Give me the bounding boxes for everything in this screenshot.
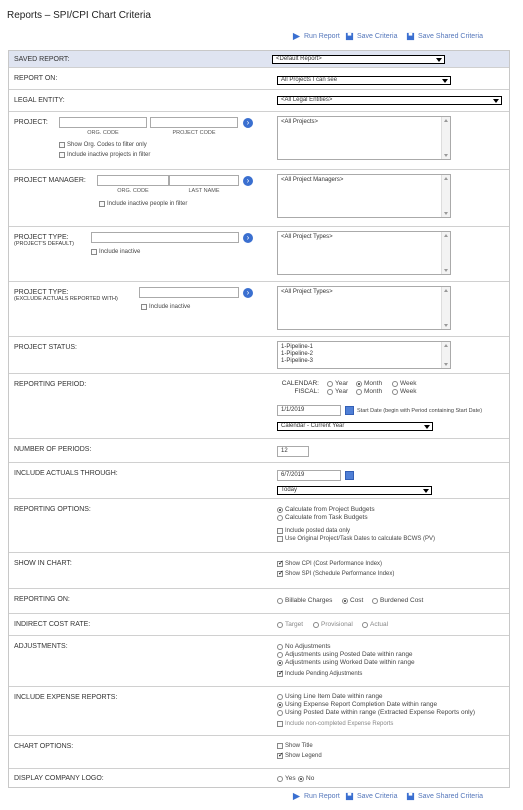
play-icon xyxy=(292,32,301,41)
line-item-date-text: Using Line Item Date within range xyxy=(285,693,383,700)
scroll-down-icon xyxy=(444,154,448,157)
logo-no-radio[interactable] xyxy=(298,775,314,782)
radio-icon xyxy=(277,652,283,658)
floppy-disk-icon xyxy=(345,792,354,801)
radio-icon xyxy=(277,515,283,521)
page-title: Reports – SPI/CPI Chart Criteria xyxy=(7,10,151,21)
line-item-date-radio[interactable] xyxy=(277,693,383,700)
floppy-disk-icon xyxy=(406,792,415,801)
checkbox-checked-icon xyxy=(277,753,283,759)
show-spi-checkbox[interactable] xyxy=(277,571,394,577)
cost-radio[interactable] xyxy=(342,597,363,604)
calendar-year-radio[interactable] xyxy=(327,380,348,387)
week-text: Week xyxy=(400,380,417,387)
actuals-through-label: INCLUDE ACTUALS THROUGH: xyxy=(14,470,118,477)
include-pending-adjustments-text: Include Pending Adjustments xyxy=(285,671,363,677)
calendar-icon[interactable] xyxy=(345,471,354,480)
cost-text: Cost xyxy=(350,597,364,604)
calc-project-budgets-text: Calculate from Project Budgets xyxy=(285,506,375,513)
show-legend-text: Show Legend xyxy=(285,753,322,759)
include-inactive-people-checkbox[interactable] xyxy=(99,201,187,207)
save-shared-criteria-button-bottom[interactable]: Save Shared Criteria xyxy=(406,792,483,801)
indirect-cost-rate-row xyxy=(9,614,509,636)
project-type-exclude-include-inactive-checkbox[interactable] xyxy=(141,304,190,310)
show-legend-checkbox[interactable] xyxy=(277,753,322,759)
project-status-row xyxy=(9,337,509,374)
radio-icon xyxy=(392,381,398,387)
logo-yes-text: Yes xyxy=(285,775,296,782)
calc-project-budgets-radio[interactable] xyxy=(277,506,375,513)
scrollbar[interactable] xyxy=(441,232,450,274)
checkbox-checked-icon xyxy=(277,671,283,677)
radio-icon xyxy=(392,389,398,395)
completion-date-radio[interactable] xyxy=(277,701,437,708)
project-list[interactable] xyxy=(277,116,451,160)
radio-icon xyxy=(277,622,283,628)
reporting-period-row xyxy=(9,374,509,439)
checkbox-icon xyxy=(59,142,65,148)
target-radio[interactable] xyxy=(277,621,303,628)
legal-entity-select[interactable] xyxy=(277,96,502,105)
legal-entity-label: LEGAL ENTITY: xyxy=(14,97,65,104)
chart-options-row xyxy=(9,736,509,769)
reporting-on-row xyxy=(9,589,509,614)
scrollbar[interactable] xyxy=(441,342,450,368)
radio-icon xyxy=(277,776,283,782)
pm-search-go-icon[interactable]: › xyxy=(243,176,253,186)
chevron-down-icon xyxy=(436,58,442,62)
chevron-down-icon xyxy=(424,425,430,429)
actuals-through-row xyxy=(9,463,509,499)
no-adjustments-text: No Adjustments xyxy=(285,643,331,650)
burdened-cost-text: Burdened Cost xyxy=(380,597,424,604)
completion-date-text: Using Expense Report Completion Date within range xyxy=(285,701,438,708)
radio-icon xyxy=(277,598,283,604)
scrollbar[interactable] xyxy=(441,175,450,217)
list-item[interactable]: <All Project Types> xyxy=(281,289,333,295)
year-text: Year xyxy=(335,388,349,395)
report-on-value: All Projects I can see xyxy=(281,77,338,83)
show-title-text: Show Title xyxy=(285,743,313,749)
scroll-up-icon xyxy=(444,344,448,347)
number-of-periods-label: NUMBER OF PERIODS: xyxy=(14,446,92,453)
chart-options-label: CHART OPTIONS: xyxy=(14,743,74,750)
show-cpi-checkbox[interactable] xyxy=(277,561,382,567)
report-on-row xyxy=(9,68,509,90)
reporting-on-label: REPORTING ON: xyxy=(14,596,70,603)
saved-report-row xyxy=(9,51,509,68)
no-adjustments-radio[interactable] xyxy=(277,643,331,650)
checkbox-icon xyxy=(91,249,97,255)
fiscal-label: FISCAL: xyxy=(294,388,319,395)
year-text: Year xyxy=(335,380,349,387)
expense-reports-label: INCLUDE EXPENSE REPORTS: xyxy=(14,694,118,701)
show-cpi-text: Show CPI (Cost Performance Index) xyxy=(285,561,383,567)
company-logo-label: DISPLAY COMPANY LOGO: xyxy=(14,775,104,782)
project-type-sublabel: (EXCLUDE ACTUALS REPORTED WITH) xyxy=(14,296,118,302)
show-title-checkbox[interactable] xyxy=(277,743,313,749)
play-icon xyxy=(292,792,301,801)
provisional-radio[interactable] xyxy=(313,621,353,628)
project-type-sublabel: (PROJECT'S DEFAULT) xyxy=(14,241,74,247)
project-manager-list[interactable] xyxy=(277,174,451,218)
scrollbar[interactable] xyxy=(441,117,450,159)
burdened-cost-radio[interactable] xyxy=(372,597,423,604)
start-date-note: Start Date (begin with Period containing Start Date) xyxy=(357,408,483,414)
month-text: Month xyxy=(364,380,383,387)
project-type-exclude-label xyxy=(14,289,118,302)
show-org-codes-text: Show Org. Codes to filter only xyxy=(67,142,147,148)
checkbox-icon xyxy=(277,721,283,727)
show-in-chart-row xyxy=(9,553,509,589)
include-inactive-projects-checkbox[interactable] xyxy=(59,152,150,158)
floppy-disk-icon xyxy=(345,32,354,41)
report-on-select[interactable] xyxy=(277,76,451,85)
run-report-button-bottom[interactable]: Run Report xyxy=(292,792,340,801)
show-spi-text: Show SPI (Schedule Performance Index) xyxy=(285,571,395,577)
adjust-posted-date-radio[interactable] xyxy=(277,651,413,658)
project-type-exclude-row xyxy=(9,282,509,337)
legal-entity-row xyxy=(9,90,509,112)
scroll-up-icon xyxy=(444,119,448,122)
scroll-up-icon xyxy=(444,234,448,237)
list-item[interactable]: <All Projects> xyxy=(281,119,319,125)
include-posted-data-checkbox[interactable] xyxy=(277,528,350,534)
floppy-disk-icon xyxy=(406,32,415,41)
project-label: PROJECT: xyxy=(14,119,48,126)
radio-icon xyxy=(372,598,378,604)
chevron-down-icon xyxy=(442,79,448,83)
logo-no-text: No xyxy=(306,775,315,782)
project-manager-row xyxy=(9,170,509,227)
pm-org-code-caption: ORG. CODE xyxy=(117,188,149,194)
checkbox-icon xyxy=(99,201,105,207)
chevron-down-icon xyxy=(423,489,429,493)
include-non-completed-checkbox[interactable] xyxy=(277,721,393,727)
fiscal-year-radio[interactable] xyxy=(327,388,348,395)
actuals-through-select[interactable] xyxy=(277,486,432,495)
billable-charges-text: Billable Charges xyxy=(285,597,333,604)
number-of-periods-row xyxy=(9,439,509,463)
reporting-options-label: REPORTING OPTIONS: xyxy=(14,506,91,513)
include-inactive-people-text: Include inactive people in filter xyxy=(107,201,188,207)
list-item[interactable]: 1-Pipeline-2 xyxy=(281,351,314,357)
pm-last-name-caption: LAST NAME xyxy=(188,188,220,194)
checkbox-checked-icon xyxy=(277,561,283,567)
radio-selected-icon xyxy=(342,598,348,604)
project-type-default-label xyxy=(14,234,74,247)
number-of-periods-input[interactable]: 12 xyxy=(277,446,309,457)
save-criteria-button-bottom[interactable]: Save Criteria xyxy=(345,792,397,801)
radio-icon xyxy=(277,710,283,716)
include-inactive-text: Include inactive xyxy=(99,249,141,255)
use-original-dates-checkbox[interactable] xyxy=(277,536,435,542)
org-code-caption: ORG. CODE xyxy=(87,130,119,136)
include-inactive-text: Include inactive xyxy=(149,304,191,310)
posted-date-text: Using Posted Date within range (Extracted Expense Reports only) xyxy=(285,709,476,716)
adjustments-label: ADJUSTMENTS: xyxy=(14,643,68,650)
month-text: Month xyxy=(364,388,383,395)
calendar-month-radio[interactable] xyxy=(356,380,382,387)
period-select[interactable] xyxy=(277,422,433,431)
calendar-week-radio[interactable] xyxy=(392,380,417,387)
provisional-text: Provisional xyxy=(321,621,353,628)
project-type-exclude-input[interactable] xyxy=(139,287,239,298)
start-date-input[interactable]: 1/1/2019 xyxy=(277,405,341,416)
adjustments-row xyxy=(9,636,509,687)
checkbox-checked-icon xyxy=(277,571,283,577)
project-type-include-inactive-checkbox[interactable] xyxy=(91,249,140,255)
scroll-down-icon xyxy=(444,324,448,327)
period-select-value: Calendar - Current Year xyxy=(281,423,345,429)
saved-report-select[interactable] xyxy=(272,55,445,64)
project-code-caption: PROJECT CODE xyxy=(172,130,216,136)
actuals-through-date-input[interactable]: 6/7/2019 xyxy=(277,470,341,481)
pm-last-name-input[interactable] xyxy=(169,175,239,186)
save-criteria-button[interactable]: Save Criteria xyxy=(345,32,397,41)
criteria-form xyxy=(8,50,510,788)
show-org-codes-checkbox[interactable] xyxy=(59,142,147,148)
list-item[interactable]: <All Project Types> xyxy=(281,234,333,240)
project-type-default-row xyxy=(9,227,509,282)
actual-text: Actual xyxy=(370,621,389,628)
checkbox-icon xyxy=(59,152,65,158)
radio-selected-icon xyxy=(356,381,362,387)
project-type-exclude-go-icon[interactable]: › xyxy=(243,288,253,298)
checkbox-icon xyxy=(141,304,147,310)
radio-icon xyxy=(313,622,319,628)
radio-icon xyxy=(277,694,283,700)
checkbox-icon xyxy=(277,743,283,749)
week-text: Week xyxy=(400,388,417,395)
list-item[interactable]: 1-Pipeline-3 xyxy=(281,358,314,364)
list-item[interactable]: 1-Pipeline-1 xyxy=(281,344,314,350)
project-status-list[interactable] xyxy=(277,341,451,369)
include-inactive-projects-text: Include inactive projects in filter xyxy=(67,152,151,158)
fiscal-month-radio[interactable] xyxy=(356,388,382,395)
company-logo-row xyxy=(9,769,509,788)
project-code-input[interactable] xyxy=(150,117,238,128)
target-text: Target xyxy=(285,621,304,628)
calendar-label: CALENDAR: xyxy=(281,380,319,387)
chevron-down-icon xyxy=(493,99,499,103)
radio-icon xyxy=(356,389,362,395)
fiscal-week-radio[interactable] xyxy=(392,388,417,395)
expense-reports-row xyxy=(9,687,509,736)
save-shared-criteria-button[interactable]: Save Shared Criteria xyxy=(406,32,483,41)
radio-selected-icon xyxy=(277,660,283,666)
saved-report-label: SAVED REPORT: xyxy=(14,56,70,63)
radio-icon xyxy=(362,622,368,628)
project-type-default-input[interactable] xyxy=(91,232,239,243)
report-on-label: REPORT ON: xyxy=(14,75,58,82)
actual-radio[interactable] xyxy=(362,621,388,628)
project-manager-label: PROJECT MANAGER: xyxy=(14,177,86,184)
project-type-default-list[interactable] xyxy=(277,231,451,275)
project-org-code-input[interactable] xyxy=(59,117,147,128)
logo-yes-radio[interactable] xyxy=(277,775,296,782)
calc-task-budgets-radio[interactable] xyxy=(277,514,368,521)
include-pending-adjustments-checkbox[interactable] xyxy=(277,671,362,677)
radio-icon xyxy=(327,389,333,395)
scroll-up-icon xyxy=(444,177,448,180)
calc-task-budgets-text: Calculate from Task Budgets xyxy=(285,514,368,521)
project-search-go-icon[interactable]: › xyxy=(243,118,253,128)
project-type-label-text: PROJECT TYPE: xyxy=(14,289,69,296)
actuals-through-select-value: Today xyxy=(281,487,298,493)
indirect-cost-rate-label: INDIRECT COST RATE: xyxy=(14,621,91,628)
radio-selected-icon xyxy=(298,776,304,782)
billable-charges-radio[interactable] xyxy=(277,597,332,604)
run-report-button[interactable]: Run Report xyxy=(292,32,340,41)
scroll-down-icon xyxy=(444,212,448,215)
calendar-icon[interactable] xyxy=(345,406,354,415)
show-in-chart-label: SHOW IN CHART: xyxy=(14,560,72,567)
adjust-worked-date-radio[interactable] xyxy=(277,659,415,666)
adjust-worked-date-text: Adjustments using Worked Date within range xyxy=(285,659,415,666)
project-row xyxy=(9,112,509,170)
reporting-period-label: REPORTING PERIOD: xyxy=(14,381,87,388)
project-status-label: PROJECT STATUS: xyxy=(14,344,78,351)
use-original-dates-text: Use Original Project/Task Dates to calculate BCWS (PV) xyxy=(285,536,436,542)
legal-entity-value: <All Legal Entities> xyxy=(281,97,333,103)
project-type-label-text: PROJECT TYPE: xyxy=(14,234,69,241)
radio-selected-icon xyxy=(277,507,283,513)
project-type-go-icon[interactable]: › xyxy=(243,233,253,243)
radio-selected-icon xyxy=(277,702,283,708)
scroll-down-icon xyxy=(444,363,448,366)
saved-report-value: <Default Report> xyxy=(276,56,322,62)
checkbox-icon xyxy=(277,528,283,534)
project-type-exclude-list[interactable] xyxy=(277,286,451,330)
include-non-completed-text: Include non-completed Expense Reports xyxy=(285,721,394,727)
adjust-posted-date-text: Adjustments using Posted Date within range xyxy=(285,651,413,658)
reporting-options-row xyxy=(9,499,509,553)
list-item[interactable]: <All Project Managers> xyxy=(281,177,344,183)
checkbox-icon xyxy=(277,536,283,542)
radio-icon xyxy=(277,644,283,650)
scroll-up-icon xyxy=(444,289,448,292)
radio-icon xyxy=(327,381,333,387)
posted-date-radio[interactable] xyxy=(277,709,475,716)
pm-org-code-input[interactable] xyxy=(97,175,169,186)
scrollbar[interactable] xyxy=(441,287,450,329)
scroll-down-icon xyxy=(444,269,448,272)
include-posted-data-text: Include posted data only xyxy=(285,528,351,534)
